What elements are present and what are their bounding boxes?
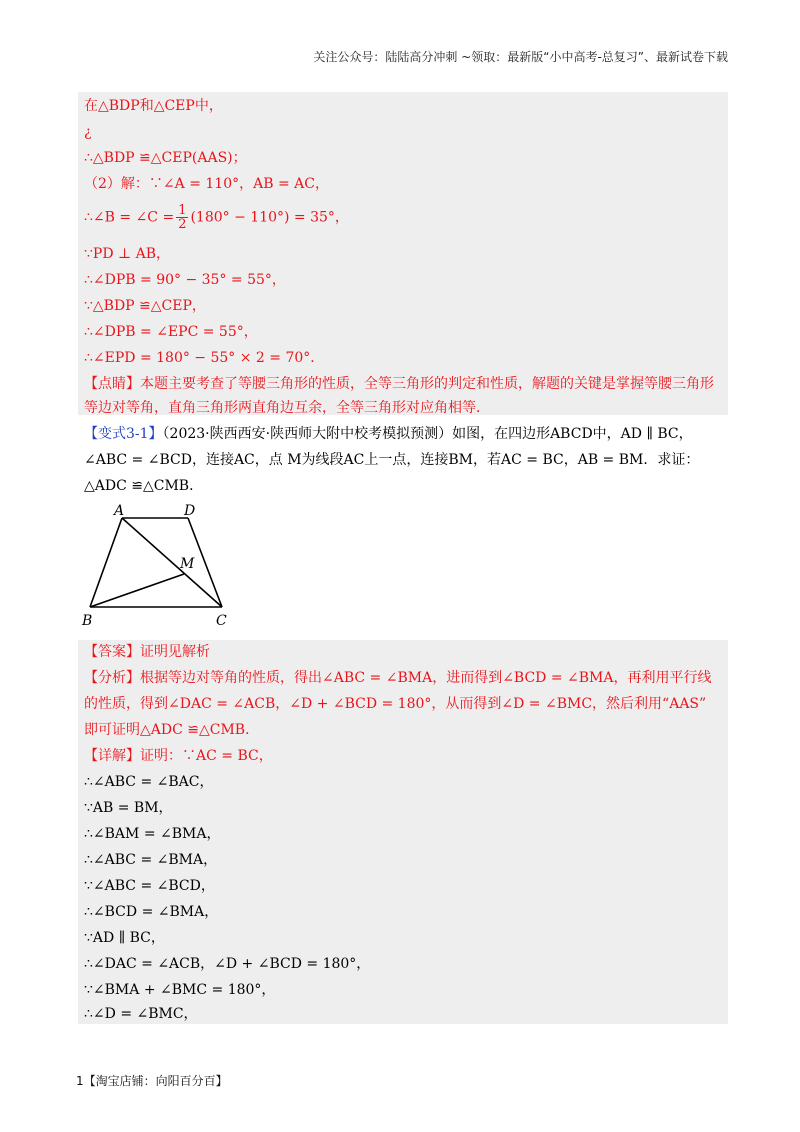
solution-block-2: [78, 640, 728, 1024]
analysis-line: 的性质，得到∠DAC = ∠ACB，∠D + ∠BCD = 180°，从而得到∠D = ∠BMC，然后利用“AAS”: [84, 696, 707, 712]
problem-line: [84, 424, 693, 444]
proof-line: ∴∠DAC = ∠ACB，∠D + ∠BCD = 180°，: [84, 956, 371, 972]
fraction-prefix: ∴∠B = ∠C =: [84, 209, 175, 226]
proof-line: ∴∠ABC = ∠BMA，: [84, 852, 218, 868]
detail-text: 【详解】证明：∵AC = BC，: [84, 748, 273, 764]
vertex-label-m: M: [180, 556, 195, 572]
text-line: ∵△BDP ≌△CEP，: [84, 298, 206, 314]
solution-block-1: [78, 92, 728, 415]
comment-line: 等边对等角，直角三角形两直角边互余，全等三角形对应角相等．: [84, 400, 490, 416]
proof-line: ∵∠ABC = ∠BCD，: [84, 878, 215, 894]
text-line: （2）解：∵∠A = 110°，AB = AC，: [84, 176, 329, 192]
text-line: ∴∠EPD = 180° − 55° × 2 = 70°．: [84, 350, 325, 366]
page-footer: 1【淘宝店铺：向阳百分百】: [76, 1074, 228, 1088]
text-line: 在△BDP和△CEP中，: [84, 98, 223, 114]
proof-line: ∴∠ABC = ∠BAC，: [84, 774, 214, 790]
text-line: ∴∠DPB = ∠EPC = 55°，: [84, 324, 258, 340]
proof-line: ∵∠BMA + ∠BMC = 180°，: [84, 982, 276, 998]
text-line-fraction: [84, 204, 349, 231]
segment-ba: [90, 518, 122, 607]
segment-ac: [122, 518, 222, 607]
proof-line: ∴∠BAM = ∠BMA，: [84, 826, 221, 842]
fraction-denominator: 2: [178, 217, 187, 232]
variant-tag: 【变式3-1】: [84, 426, 163, 442]
fraction-suffix: (180° − 110°) = 35°，: [190, 209, 349, 226]
text-line: ¿: [84, 124, 92, 140]
analysis-line: 即可证明△ADC ≌△CMB．: [84, 722, 260, 738]
problem-line: ∠ABC = ∠BCD，连接AC，点 M为线段AC上一点，连接BM，若AC = BC，AB = BM．求证：: [84, 452, 700, 468]
proof-line: ∵AB = BM，: [84, 800, 173, 816]
vertex-label-b: B: [82, 613, 93, 629]
text-line: ∴∠DPB = 90° − 35° = 55°，: [84, 272, 286, 288]
proof-line: ∴∠D = ∠BMC，: [84, 1006, 198, 1022]
vertex-label-d: D: [184, 503, 196, 519]
proof-line: ∵AD ∥ BC，: [84, 930, 165, 946]
geometry-figure: [78, 500, 238, 630]
problem-text: （2023·陕西西安·陕西师大附中校考模拟预测）如图，在四边形ABCD中，AD ∥ BC，: [162, 426, 693, 442]
text-line: ∵PD ⊥ AB，: [84, 246, 171, 262]
fraction-numerator: 1: [178, 203, 187, 218]
proof-line: ∴∠BCD = ∠BMA，: [84, 904, 219, 920]
detail-line: [84, 746, 273, 766]
page-header: 关注公众号：陆陆高分冲刺 ~领取：最新版“小中高考-总复习”、最新试卷下载: [313, 50, 728, 64]
vertex-label-c: C: [216, 613, 227, 629]
segment-bm: [90, 574, 184, 607]
fraction: [176, 204, 188, 231]
comment-line: 【点睛】本题主要考查了等腰三角形的性质，全等三角形的判定和性质，解题的关键是掌握等腰三角形: [84, 376, 714, 392]
text-line: ∴△BDP ≌△CEP(AAS)；: [84, 150, 247, 166]
analysis-line: 【分析】根据等边对等角的性质，得出∠ABC = ∠BMA，进而得到∠BCD = ∠BMA，再利用平行线: [84, 670, 712, 686]
problem-line: △ADC ≌△CMB．: [84, 478, 204, 494]
vertex-label-a: A: [114, 503, 125, 519]
answer-line: 【答案】证明见解析: [84, 644, 210, 660]
